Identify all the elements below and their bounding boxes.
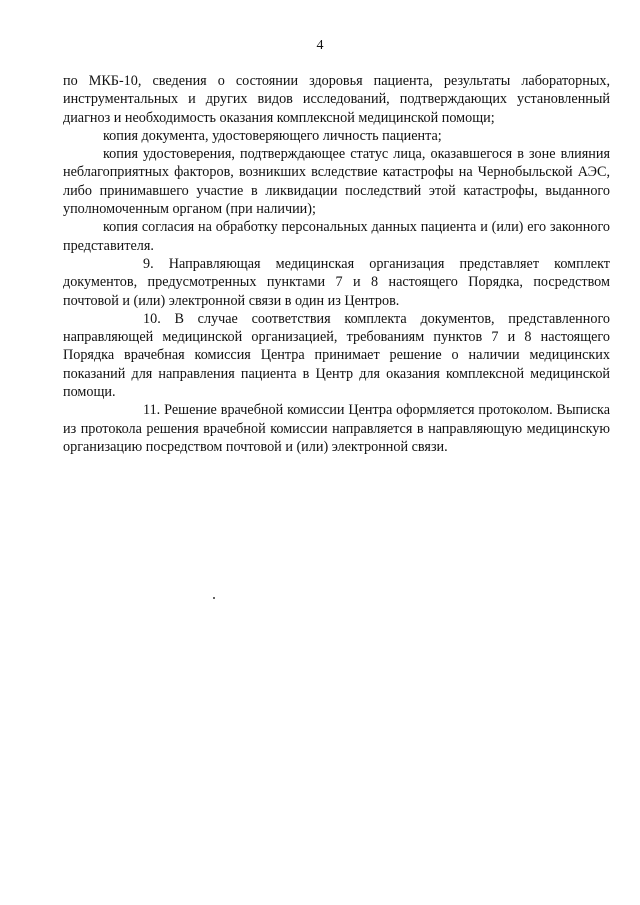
paragraph-text: В случае соответствия комплекта документов, представленного направляющей медицинской организацией, требованиям пунктов 7 и 8 настоящего Порядка врачебная комиссия Центра принимает решение о наличии медицинских показаний для направления пациента в Центр для оказания комплексной медицинской помощи. (63, 310, 611, 401)
paragraph-text: Решение врачебной комиссии Центра оформляется протоколом. Выписка из протокола решения врачебной комиссии направляется в направляющую медицинскую организацию посредством почтовой и (или) электронной связи. (63, 402, 610, 455)
paragraph-item-10 (63, 310, 610, 401)
paragraph-text: копия документа, удостоверяющего личность пациента; (103, 127, 442, 144)
paragraph-identity-doc (63, 127, 610, 145)
paragraph-text: по МКБ-10, сведения о состоянии здоровья пациента, результаты лабораторных, инструментальных и других видов исследований, подтверждающих установленный диагноз и необходимость оказания комплексной медицинской помощи; (63, 73, 610, 126)
paragraph-continuation (63, 72, 610, 127)
item-number: 11. (143, 402, 161, 419)
item-number: 9. (143, 255, 154, 272)
paragraph-text: Направляющая медицинская организация представляет комплект документов, предусмотренных пунктами 7 и 8 настоящего Порядка, посредством почтовой и (или) электронной связи в один из Центров. (63, 255, 610, 309)
page-number: 4 (316, 38, 324, 53)
paragraph-item-11 (63, 401, 610, 456)
scan-speck (213, 597, 215, 599)
paragraph-chernobyl-certificate (63, 145, 610, 218)
paragraph-consent (63, 218, 610, 255)
document-body (63, 72, 610, 456)
paragraph-text: копия согласия на обработку персональных данных пациента и (или) его законного представителя. (63, 219, 610, 254)
paragraph-item-9 (63, 255, 610, 310)
item-number: 10. (143, 310, 161, 327)
paragraph-text: копия удостоверения, подтверждающее статус лица, оказавшегося в зоне влияния неблагоприятных факторов, возникших вследствие катастрофы на Чернобыльской АЭС, либо принимавшего участие в ликвидации последствий этой катастрофы, выданного уполномоченным органом (при наличии); (63, 146, 610, 218)
